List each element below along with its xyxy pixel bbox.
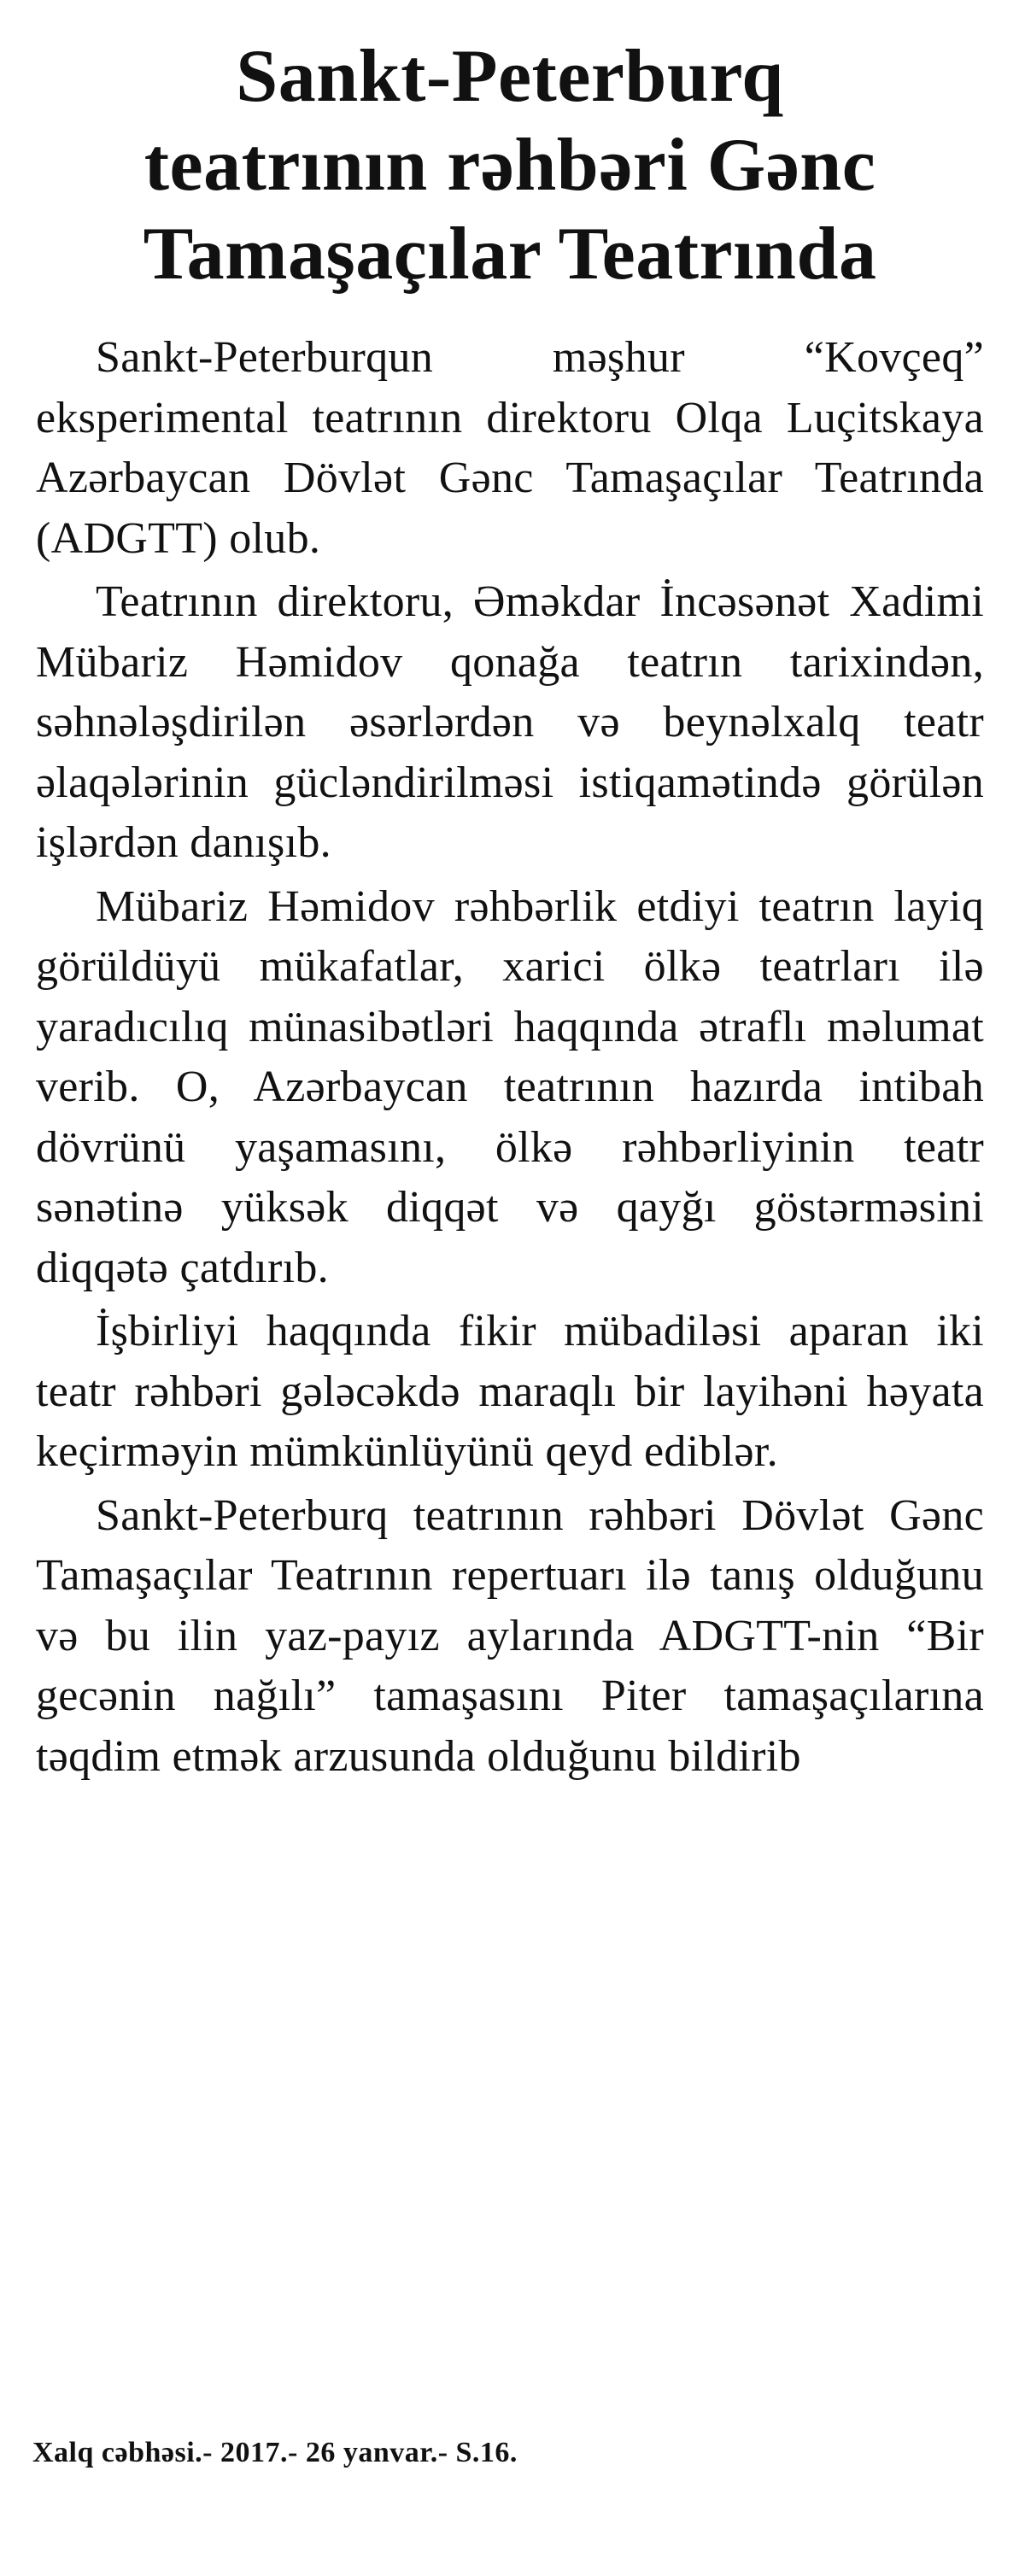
headline [36,32,984,299]
source-citation: Xalq cəbhəsi.- 2017.- 26 yanvar.- S.16. [32,2437,518,2468]
paragraph-5: Sankt-Peterburq teatrının rəhbəri Dövlət Gənc Tamaşaçılar Teatrının repertuarı ilə tanış olduğunu və bu ilin yaz-payız aylarında ADGTT-nin “Bir gecənin nağılı” tamaşasını Piter tamaşaçılarına təqdim etmək arzusunda olduğunu bildirib [36,1490,984,1781]
headline-line-3: Tamaşaçılar Teatrında [143,213,877,296]
newspaper-article [36,32,984,1790]
headline-line-2: teatrının rəhbəri Gənc [144,124,876,207]
paragraph-1: Sankt-Peterburqun məşhur “Kovçeq” eksperimental teatrının direktoru Olqa Luçitskaya Azərbaycan Dövlət Gənc Tamaşaçılar Teatrında (ADGTT) olub. [36,333,984,563]
headline-line-1: Sankt-Peterburq [236,35,784,118]
paragraph-4: İşbirliyi haqqında fikir mübadiləsi aparan iki teatr rəhbəri gələcəkdə maraqlı bir layihəni həyata keçirməyin mümkünlüyünü qeyd ediblər. [36,1307,984,1476]
article-body [36,328,984,1787]
paragraph-3: Mübariz Həmidov rəhbərlik etdiyi teatrın layiq görüldüyü mükafatlar, xarici ölkə teatrları ilə yaradıcılıq münasibətləri haqqında ətraflı məlumat verib. O, Azərbaycan teatrının hazırda intibah dövrünü yaşamasını, ölkə rəhbərliyinin teatr sənətinə yüksək diqqət və qayğı göstərməsini diqqətə çatdırıb. [36,881,984,1292]
paragraph-2: Teatrının direktoru, Əməkdar İncəsənət Xadimi Mübariz Həmidov qonağa teatrın tarixindən, səhnələşdirilən əsərlərdən və beynəlxalq teatr əlaqələrinin gücləndirilməsi istiqamətində görülən işlərdən danışıb. [36,577,984,867]
